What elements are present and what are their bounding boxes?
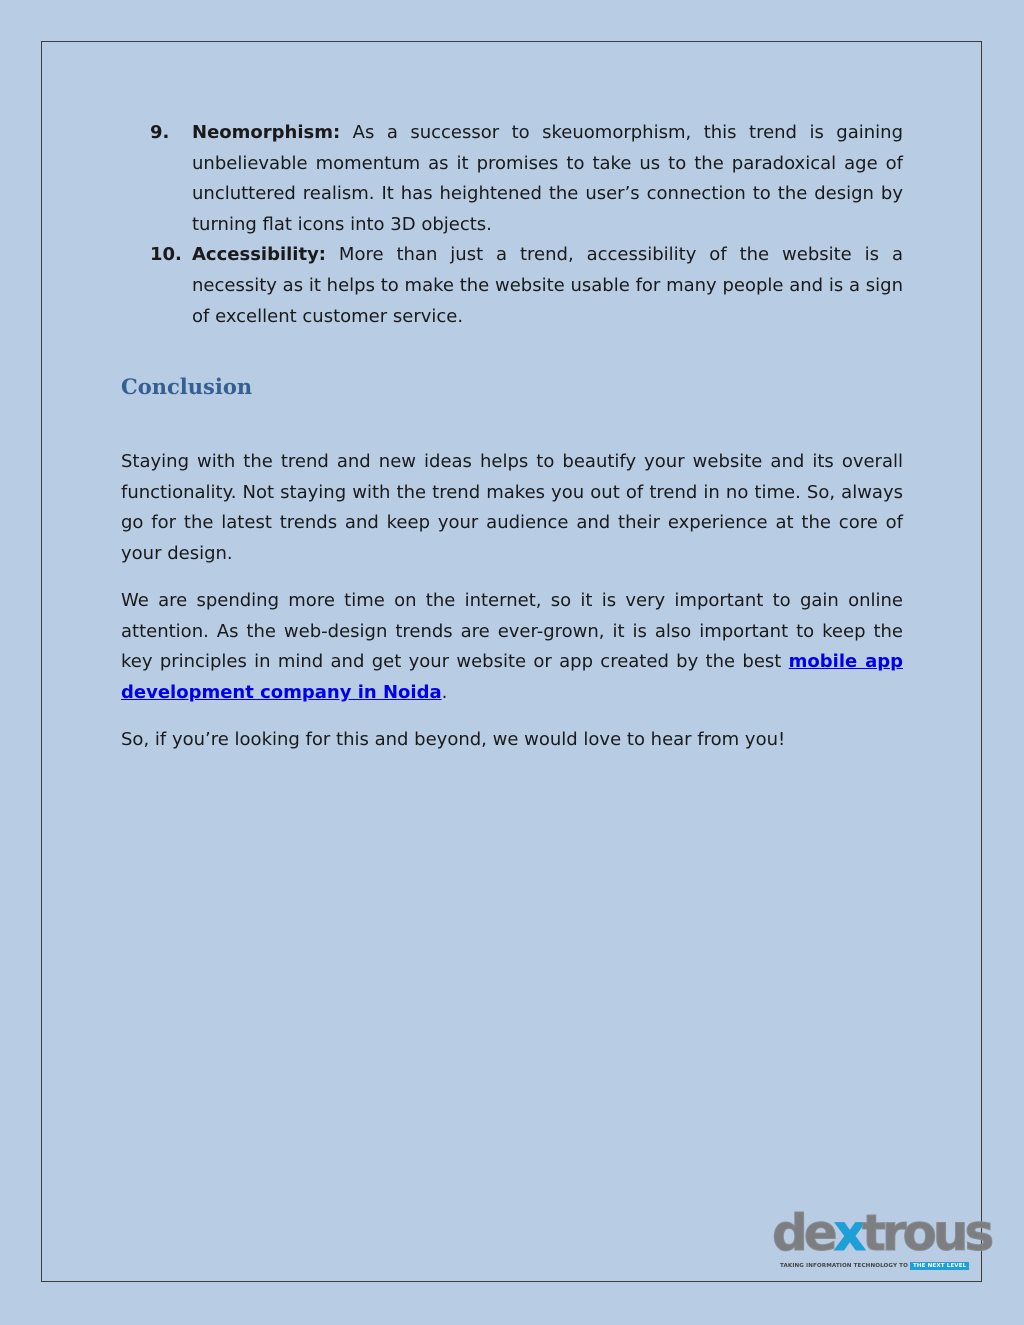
list-item-number: 10.	[150, 244, 182, 266]
list-item-title: Neomorphism:	[192, 122, 341, 143]
logo-wordmark-end: trous	[861, 1204, 991, 1262]
logo-tagline-highlight: THE NEXT LEVEL	[910, 1262, 969, 1270]
mobile-app-development-link[interactable]: mobile app development company in Noida	[121, 651, 903, 703]
conclusion-heading: Conclusion	[121, 374, 253, 399]
conclusion-paragraph-3: So, if you’re looking for this and beyond, we would love to hear from you!	[121, 729, 786, 750]
list-item	[121, 240, 903, 332]
list-item-body: As a successor to skeuomorphism, this trend is gaining unbelievable momentum as it promises to take us to the paradoxical age of uncluttered realism. It has heightened the user’s connection to the design by turning flat icons into 3D objects.	[192, 122, 903, 235]
numbered-list	[121, 118, 903, 332]
list-item	[121, 118, 903, 240]
paragraph-2-text: We are spending more time on the internet, so it is very important to gain online attention. As the web-design trends are ever-grown, it is also important to keep the key principles in mind and get your website or app created by the best	[121, 590, 903, 673]
paragraph-2-end: .	[441, 681, 448, 703]
conclusion-paragraph-1: Staying with the trend and new ideas helps to beautify your website and its overall functionality. Not staying with the trend makes you out of trend in no time. So, always go for the latest trends and keep your audience and their experience at the core of your design.	[121, 451, 903, 564]
logo-wordmark-x: x	[833, 1204, 862, 1262]
dextrous-logo	[772, 1204, 991, 1274]
logo-tagline-text: TAKING INFORMATION TECHNOLOGY TO	[780, 1263, 908, 1269]
conclusion-paragraph-2	[121, 586, 903, 708]
logo-tagline	[780, 1263, 969, 1269]
list-item-body: More than just a trend, accessibility of the website is a necessity as it helps to make the website usable for many people and is a sign of excellent customer service.	[192, 244, 903, 327]
logo-wordmark-start: de	[772, 1204, 834, 1262]
list-item-title: Accessibility:	[192, 244, 327, 266]
list-item-number: 9.	[150, 122, 170, 143]
logo-wordmark	[772, 1204, 991, 1262]
